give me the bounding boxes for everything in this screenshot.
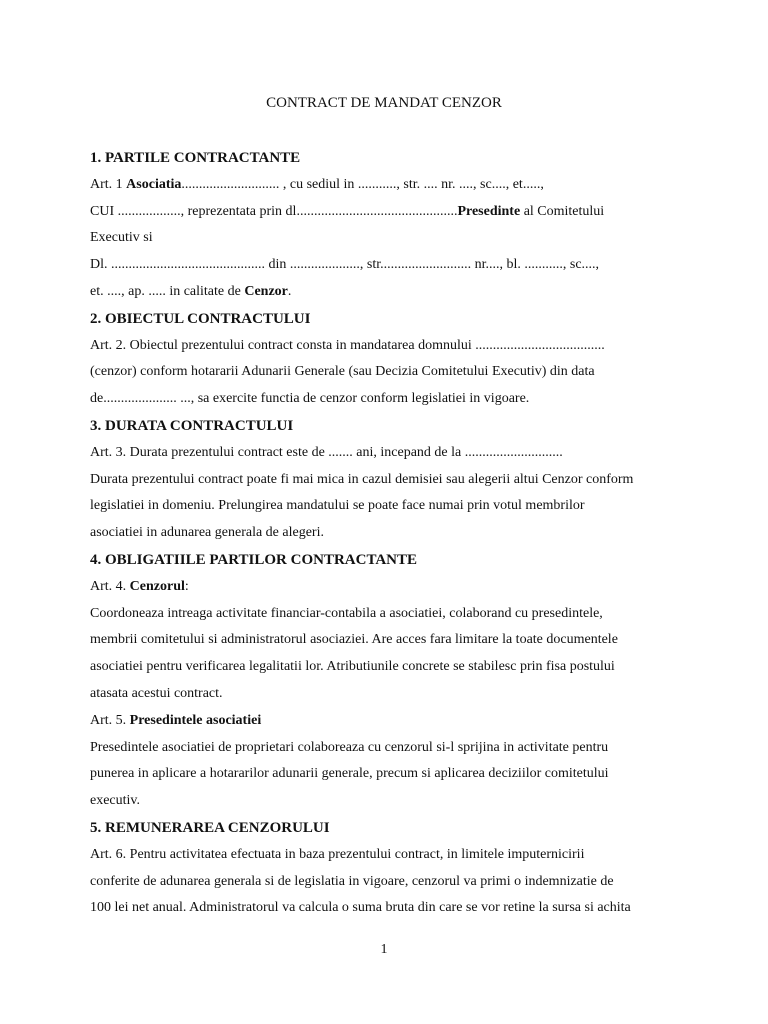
bold-text: Asociatia (126, 176, 182, 192)
text-line (90, 440, 690, 467)
text-line (90, 493, 690, 520)
text-segment: de..................... ..., sa exercite functia de cenzor conform legislatiei in vigoare. (90, 391, 530, 407)
text-segment: legislatiei in domeniu. Prelungirea mandatului se poate face numai prin votul membrilor (90, 498, 585, 514)
text-segment: punerea in aplicare a hotararilor adunarii generale, precum si aplicarea deciziilor comitetului (90, 766, 609, 782)
text-segment: : (184, 578, 189, 594)
section-heading (90, 413, 690, 440)
section-heading (90, 815, 690, 842)
text-segment: Art. 4. (90, 578, 130, 594)
text-line (90, 225, 690, 252)
text-segment: Executiv si (90, 230, 153, 246)
bold-text: Cenzorul (129, 578, 185, 594)
text-segment: . (287, 283, 292, 299)
text-segment: Durata prezentului contract poate fi mai mica in cazul demisiei sau alegerii altui Cenzor conform (90, 471, 634, 487)
text-line (90, 788, 690, 815)
text-segment: CUI .................., reprezentata prin dl.............................................. (90, 203, 458, 219)
bold-text: 5. REMUNERAREA CENZORULUI (90, 819, 330, 836)
text-line (90, 199, 690, 226)
text-line (90, 627, 690, 654)
text-segment: asociatiei in adunarea generala de alegeri. (90, 525, 324, 541)
text-segment: asociatiei pentru verificarea legalitatii lor. Atributiunile concrete se stabilesc prin fisa postului (90, 659, 615, 675)
text-line (90, 279, 690, 306)
text-line (90, 172, 690, 199)
text-line (90, 869, 690, 896)
text-segment: Art. 3. Durata prezentului contract este de ....... ani, incepand de la ............................ (90, 444, 563, 460)
bold-text: Presedintele asociatiei (129, 712, 262, 728)
text-segment: Coordoneaza intreaga activitate financiar-contabila a asociatiei, colaborand cu presedintele, (90, 605, 603, 621)
text-line (90, 333, 690, 360)
bold-text: 3. DURATA CONTRACTULUI (90, 417, 294, 434)
text-line (90, 359, 690, 386)
bold-text: Cenzor (244, 283, 288, 299)
document-title: CONTRACT DE MANDAT CENZOR (266, 95, 502, 111)
section-heading (90, 547, 690, 574)
text-segment: Art. 5. (90, 712, 130, 728)
page-number: 1 (380, 942, 388, 957)
text-line (90, 654, 690, 681)
text-segment: Art. 1 (90, 176, 127, 192)
text-line (90, 252, 690, 279)
section-heading (90, 145, 690, 172)
text-segment: (cenzor) conform hotararii Adunarii Generale (sau Decizia Comitetului Executiv) din data (90, 364, 595, 380)
section-heading (90, 306, 690, 333)
text-line (90, 601, 690, 628)
text-segment: membrii comitetului si administratorul asociaziei. Are acces fara limitare la toate documentele (90, 632, 618, 648)
text-line (90, 895, 690, 922)
text-segment: et. ...., ap. ..... in calitate de (90, 283, 245, 299)
text-line (90, 842, 690, 869)
text-segment: atasata acestui contract. (90, 685, 223, 701)
text-segment: executiv. (90, 793, 141, 809)
text-line (90, 761, 690, 788)
text-segment: 100 lei net anual. Administratorul va calcula o suma bruta din care se vor retine la sursa si achita (90, 900, 631, 916)
text-segment: al Comitetului (520, 203, 605, 219)
text-line (90, 386, 690, 413)
text-segment: Art. 6. Pentru activitatea efectuata in baza prezentului contract, in limitele imputernicirii (90, 846, 585, 862)
text-line (90, 574, 690, 601)
text-line (90, 708, 690, 735)
text-segment: conferite de adunarea generala si de legislatia in vigoare, cenzorul va primi o indemnizatie de (90, 873, 614, 889)
text-line (90, 681, 690, 708)
bold-text: Presedinte (457, 203, 521, 219)
text-line (90, 520, 690, 547)
text-segment: ............................ , cu sediul in ..........., str. .... nr. ...., sc...., et....., (181, 176, 544, 192)
text-segment: Presedintele asociatiei de proprietari colaboreaza cu cenzorul si-l sprijina in activitate pentru (90, 739, 609, 755)
bold-text: 4. OBLIGATIILE PARTILOR CONTRACTANTE (90, 551, 418, 568)
text-segment: Dl. ............................................ din ...................., str.......................... nr...., bl. ..........., sc...., (90, 257, 600, 273)
document-body (90, 145, 690, 922)
bold-text: 2. OBIECTUL CONTRACTULUI (90, 310, 311, 327)
text-line (90, 735, 690, 762)
text-line (90, 467, 690, 494)
text-segment: Art. 2. Obiectul prezentului contract consta in mandatarea domnului ..................................... (90, 337, 605, 353)
bold-text: 1. PARTILE CONTRACTANTE (90, 150, 301, 166)
